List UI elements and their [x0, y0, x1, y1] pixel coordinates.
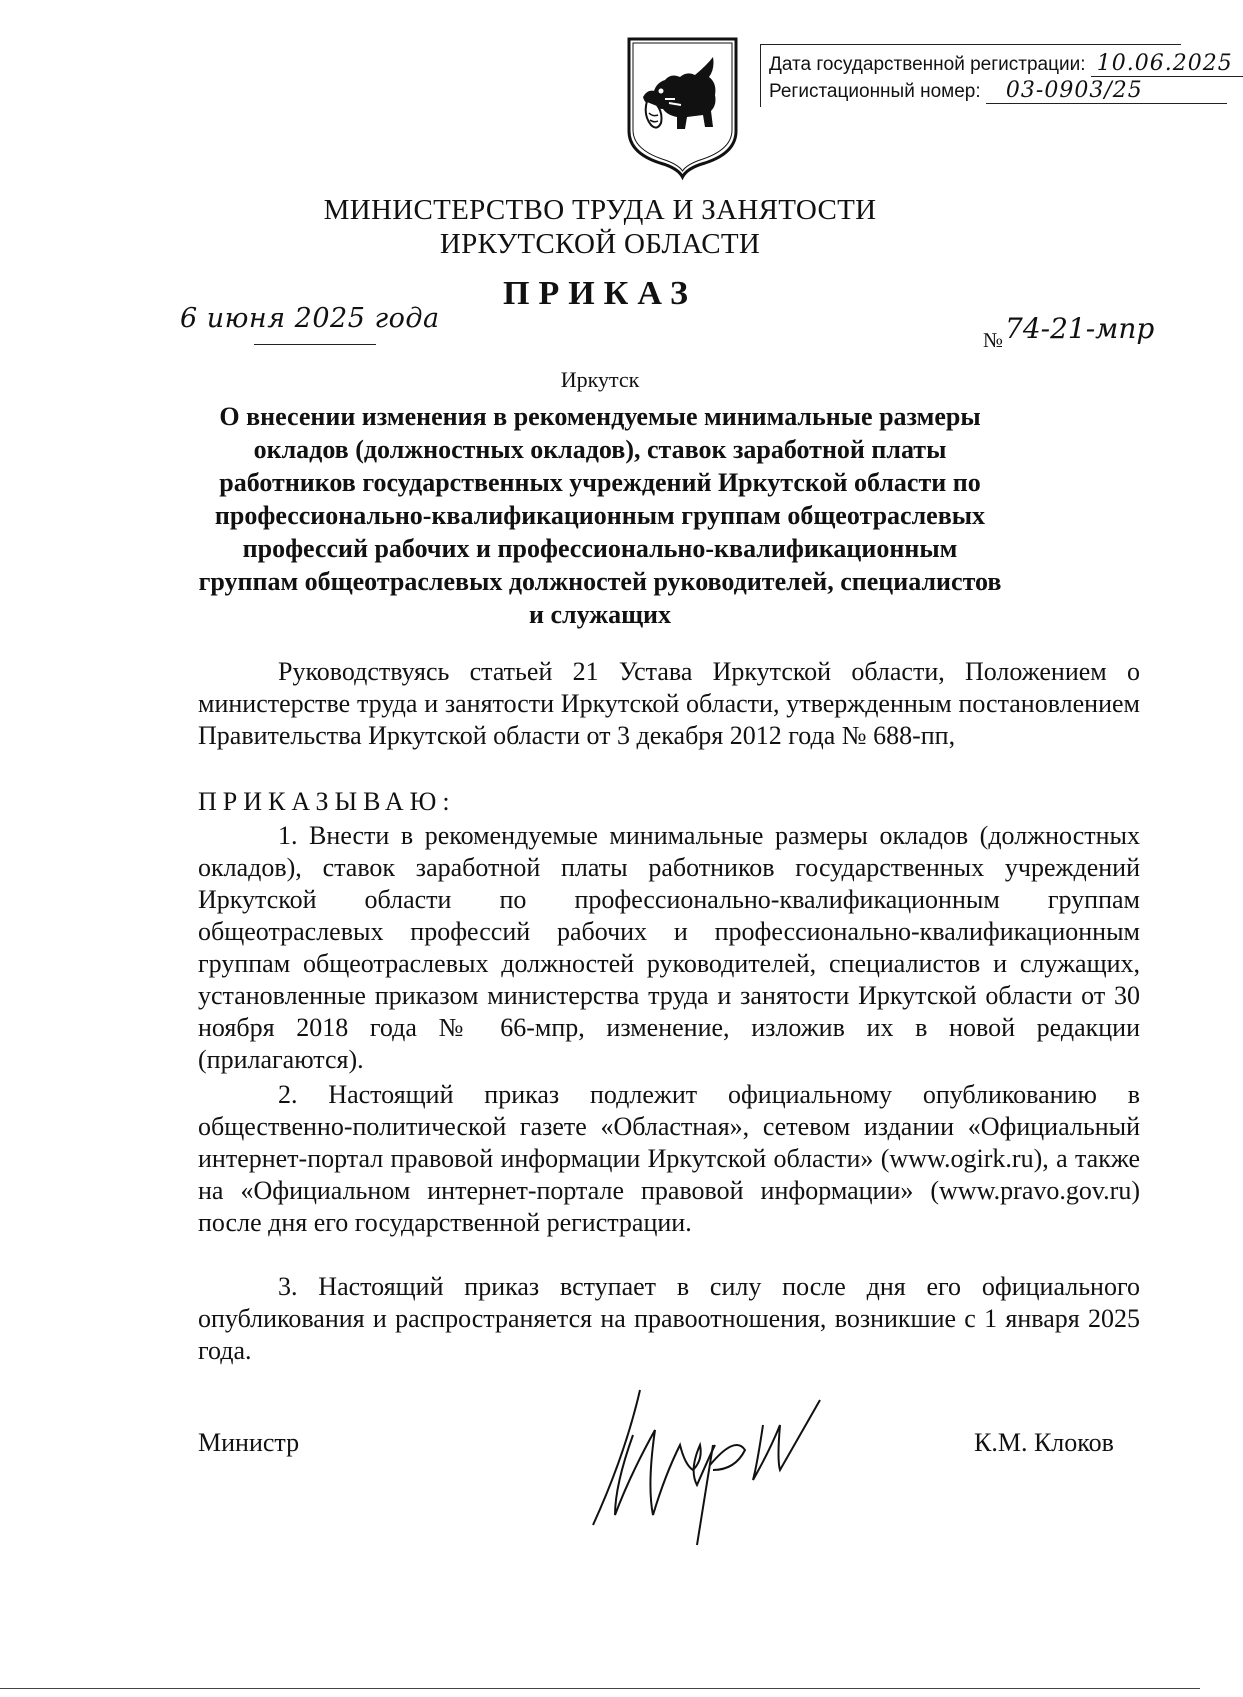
order-item-1: 1. Внести в рекомендуемые минимальные размеры окладов (должностных окладов), ставок заработной платы работников государственных учреждений Иркутской области по профессионально-квалификационным группам общеотраслевых профессий рабочих и профессионально-квалификационным группам общеотраслевых должностей руководителей, специалистов и служащих, установленные приказом министерства труда и занятости Иркутской области от 30 ноября 2018 года № 66-мпр, изменение, изложив их в новой редакции (прилагаются). — [198, 821, 1140, 1074]
registration-date-label: Дата государственной регистрации: — [769, 54, 1086, 75]
document-type-heading: ПРИКАЗ — [503, 275, 697, 312]
registration-date-row — [769, 51, 1243, 77]
signer-name: К.М. Клоков — [974, 1428, 1114, 1457]
intro-paragraph: Руководствуясь статьей 21 Устава Иркутской области, Положением о министерстве труда и занятости Иркутской области, утвержденным постановлением Правительства Иркутской области от 3 декабря 2012 года № 688-пп, — [198, 657, 1140, 750]
date-underline — [254, 344, 376, 345]
registration-number-value: 03-0903/25 — [986, 78, 1227, 104]
coat-of-arms-emblem — [625, 35, 740, 177]
handwritten-signature — [585, 1375, 885, 1550]
order-item-2: 2. Настоящий приказ подлежит официальному опубликованию в общественно-политической газете «Областная», сетевом издании «Официальный интернет-портал правовой информации Иркутской области» (www.ogirk.ru), а также на «Официальном интернет-портале правовой информации» (www.pravo.gov.ru) после дня его государственной регистрации. — [198, 1080, 1140, 1237]
order-item-3: 3. Настоящий приказ вступает в силу после дня его официального опубликования и распространяется на правоотношения, возникшие с 1 января 2025 года. — [198, 1272, 1140, 1365]
ministry-name — [0, 193, 1200, 261]
order-word: ПРИКАЗЫВАЮ: — [198, 787, 456, 816]
order-number-label: № — [983, 328, 1004, 352]
ministry-name-line2: ИРКУТСКОЙ ОБЛАСТИ — [439, 228, 761, 260]
signer-position: Министр — [198, 1428, 300, 1457]
handwritten-date: 6 июня 2025 года — [180, 303, 440, 334]
handwritten-order-number: 74-21-мпр — [1005, 312, 1155, 345]
registration-date-value: 10.06.2025 — [1091, 51, 1243, 77]
city-name: Иркутск — [560, 367, 640, 392]
registration-number-label: Регистационный номер: — [769, 81, 981, 102]
registration-number-row — [769, 78, 1227, 104]
page-bottom-rule — [0, 1688, 1200, 1689]
ministry-name-line1: МИНИСТЕРСТВО ТРУДА И ЗАНЯТОСТИ — [323, 194, 877, 226]
document-title: О внесении изменения в рекомендуемые минимальные размеры окладов (должностных окладов), ставок заработной платы работников государственных учреждений Иркутской области по профессионально-квалификационным группам общеотраслевых профессий рабочих и профессионально-квалификационным группам общеотраслевых должностей руководителей, специалистов и служащих — [198, 402, 1002, 629]
registration-stamp — [760, 44, 1233, 107]
